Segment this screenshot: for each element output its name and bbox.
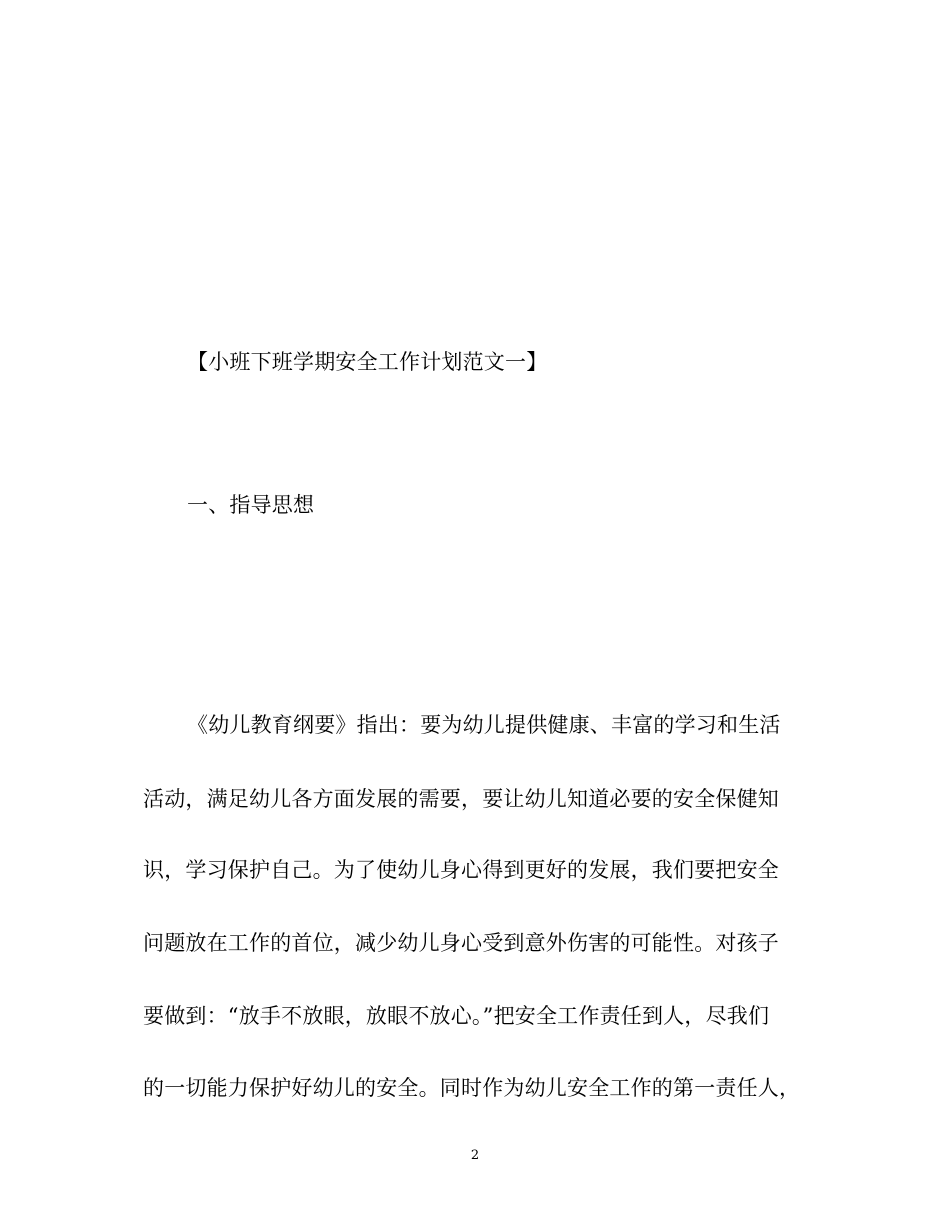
page-number: 2 xyxy=(470,1148,480,1163)
paragraph-line: 活动，满足幼儿各方面发展的需要，要让幼儿知道必要的安全保健知 xyxy=(143,787,779,811)
paragraph-line: 要做到：“放手不放眼，放眼不放心。”把安全工作责任到人，尽我们 xyxy=(143,1004,770,1028)
document-title: 【小班下班学期安全工作计划范文一】 xyxy=(187,350,548,374)
paragraph-line: 识，学习保护自己。为了使幼儿身心得到更好的发展，我们要把安全 xyxy=(143,858,779,882)
section-heading: 一、指导思想 xyxy=(187,493,315,517)
paragraph-line: 问题放在工作的首位，减少幼儿身心受到意外伤害的可能性。对孩子 xyxy=(143,931,779,955)
paragraph-line: 《幼儿教育纲要》指出：要为幼儿提供健康、丰富的学习和生活 xyxy=(187,713,781,737)
paragraph-line: 的一切能力保护好幼儿的安全。同时作为幼儿安全工作的第一责任人， xyxy=(143,1076,801,1100)
